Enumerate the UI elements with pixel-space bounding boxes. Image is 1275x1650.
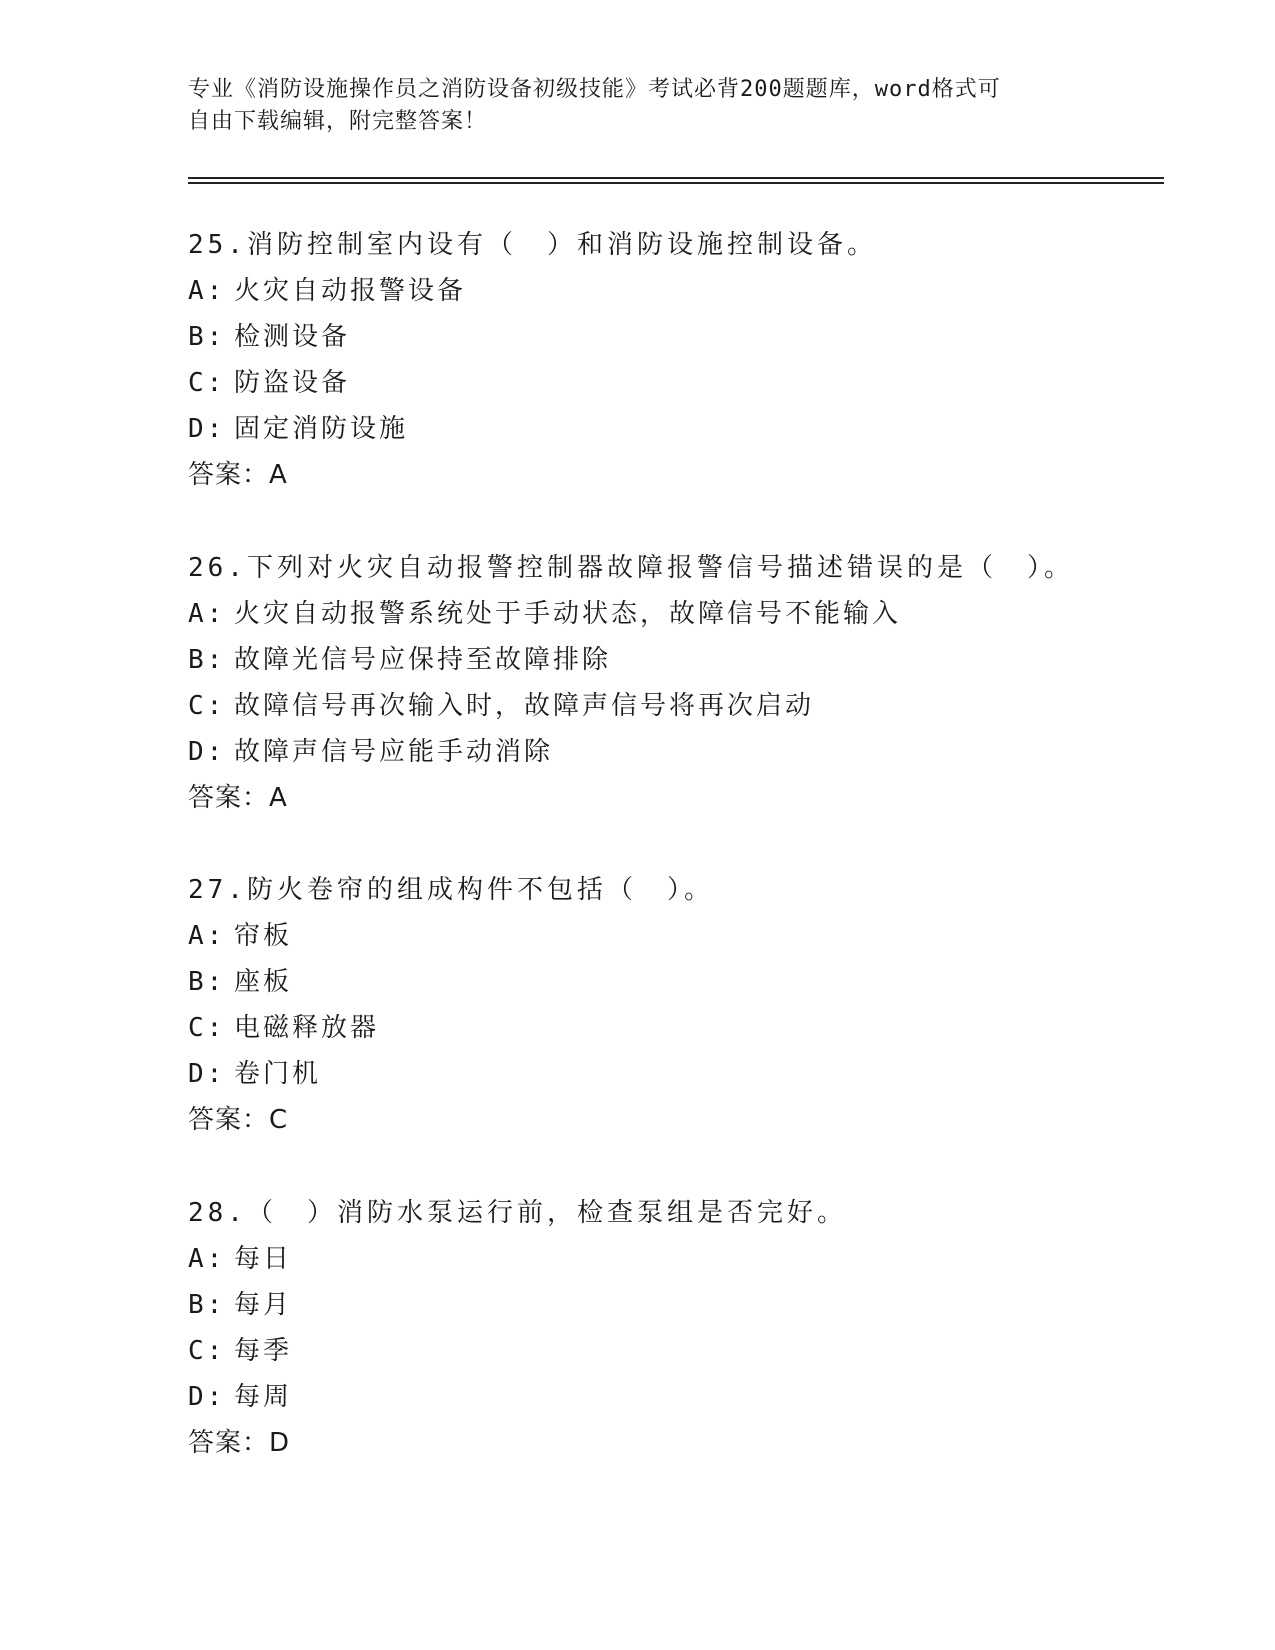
option-text: 防盗设备 <box>234 368 351 398</box>
option-letter: C: <box>188 1336 226 1366</box>
option-letter: A: <box>188 599 226 629</box>
option-d <box>188 729 1148 775</box>
option-text: 火灾自动报警系统处于手动状态，故障信号不能输入 <box>234 599 902 629</box>
answer-value: A <box>269 460 288 490</box>
answer-label: 答案： <box>188 783 270 813</box>
option-d <box>188 1374 1148 1420</box>
option-b <box>188 637 1148 683</box>
option-letter: B: <box>188 967 226 997</box>
option-letter: D: <box>188 737 226 767</box>
option-c <box>188 360 1148 406</box>
question-stem: 26.下列对火灾自动报警控制器故障报警信号描述错误的是（ ）。 <box>188 553 1074 583</box>
option-b <box>188 959 1148 1005</box>
option-letter: A: <box>188 1244 226 1274</box>
option-letter: A: <box>188 276 226 306</box>
answer-label: 答案： <box>188 460 270 490</box>
header-line-2: 自由下载编辑，附完整答案！ <box>188 109 488 134</box>
option-text: 火灾自动报警设备 <box>234 276 467 306</box>
header-divider-top <box>188 177 1164 179</box>
option-a <box>188 268 1148 314</box>
option-text: 检测设备 <box>234 322 351 352</box>
question-27 <box>188 867 1148 1143</box>
option-c <box>188 1328 1148 1374</box>
option-text: 每日 <box>234 1244 293 1274</box>
option-letter: B: <box>188 322 226 352</box>
option-d <box>188 1051 1148 1097</box>
option-a <box>188 1236 1148 1282</box>
question-stem: 27.防火卷帘的组成构件不包括（ ）。 <box>188 875 714 905</box>
answer-value: C <box>269 1105 289 1135</box>
option-text: 卷门机 <box>234 1059 322 1089</box>
option-text: 每月 <box>234 1290 293 1320</box>
answer-line <box>188 452 1148 498</box>
question-26 <box>188 545 1148 821</box>
answer-value: D <box>269 1428 291 1458</box>
option-text: 每季 <box>234 1336 293 1366</box>
option-text: 固定消防设施 <box>234 414 409 444</box>
option-text: 座板 <box>234 967 293 997</box>
option-a <box>188 591 1148 637</box>
option-letter: C: <box>188 691 226 721</box>
answer-line <box>188 775 1148 821</box>
option-b <box>188 1282 1148 1328</box>
option-text: 帘板 <box>234 921 293 951</box>
option-letter: C: <box>188 368 226 398</box>
option-letter: D: <box>188 1059 226 1089</box>
option-text: 每周 <box>234 1382 293 1412</box>
option-a <box>188 913 1148 959</box>
header-divider-bottom <box>188 182 1164 184</box>
question-28 <box>188 1190 1148 1466</box>
option-letter: D: <box>188 414 226 444</box>
option-letter: A: <box>188 921 226 951</box>
question-25 <box>188 222 1148 498</box>
header-line-1: 专业《消防设施操作员之消防设备初级技能》考试必背200题题库，word格式可 <box>188 77 1001 102</box>
option-letter: B: <box>188 1290 226 1320</box>
document-header <box>188 74 1068 138</box>
option-b <box>188 314 1148 360</box>
option-c <box>188 683 1148 729</box>
question-stem: 28.（ ）消防水泵运行前，检查泵组是否完好。 <box>188 1198 847 1228</box>
option-c <box>188 1005 1148 1051</box>
option-text: 故障光信号应保持至故障排除 <box>234 645 612 675</box>
option-letter: D: <box>188 1382 226 1412</box>
option-letter: B: <box>188 645 226 675</box>
answer-line <box>188 1420 1148 1466</box>
option-letter: C: <box>188 1013 226 1043</box>
answer-label: 答案： <box>188 1428 270 1458</box>
option-text: 故障信号再次输入时，故障声信号将再次启动 <box>234 691 815 721</box>
answer-label: 答案： <box>188 1105 270 1135</box>
question-stem: 25.消防控制室内设有（ ）和消防设施控制设备。 <box>188 230 877 260</box>
answer-value: A <box>269 783 288 813</box>
option-d <box>188 406 1148 452</box>
answer-line <box>188 1097 1148 1143</box>
option-text: 电磁释放器 <box>234 1013 380 1043</box>
option-text: 故障声信号应能手动消除 <box>234 737 554 767</box>
